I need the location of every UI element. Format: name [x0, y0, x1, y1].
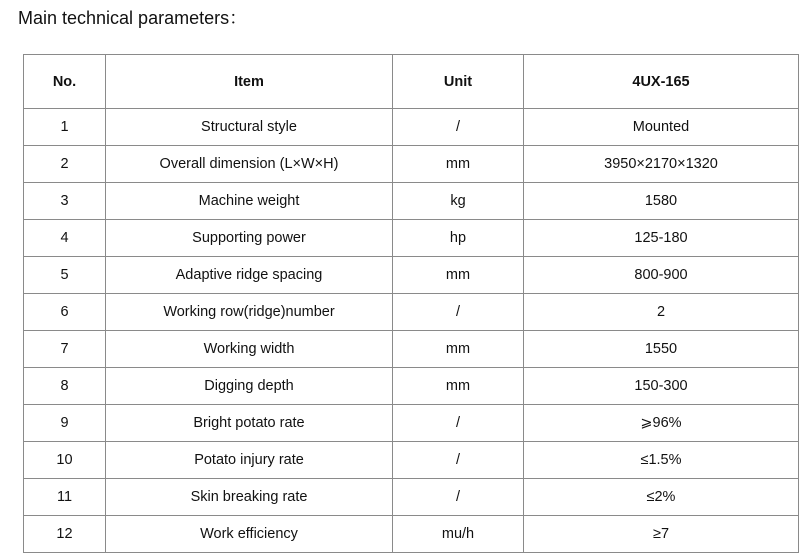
- table-row: [24, 368, 799, 405]
- table-row: [24, 294, 799, 331]
- cell-no: 3: [24, 183, 106, 220]
- table-row: [24, 109, 799, 146]
- cell-item: Potato injury rate: [106, 442, 393, 479]
- cell-unit: mm: [393, 331, 524, 368]
- cell-item: Working row(ridge)number: [106, 294, 393, 331]
- table-row: [24, 257, 799, 294]
- cell-unit: mm: [393, 257, 524, 294]
- cell-value: 1580: [524, 183, 799, 220]
- table-row: [24, 405, 799, 442]
- cell-value: 3950×2170×1320: [524, 146, 799, 183]
- header-row: [24, 55, 799, 109]
- parameters-table: [23, 54, 799, 553]
- cell-value: 1550: [524, 331, 799, 368]
- table-row: [24, 516, 799, 553]
- cell-no: 10: [24, 442, 106, 479]
- cell-item: Structural style: [106, 109, 393, 146]
- cell-item: Bright potato rate: [106, 405, 393, 442]
- cell-no: 6: [24, 294, 106, 331]
- cell-no: 12: [24, 516, 106, 553]
- cell-no: 11: [24, 479, 106, 516]
- cell-value: Mounted: [524, 109, 799, 146]
- header-no: No.: [24, 55, 106, 109]
- cell-item: Skin breaking rate: [106, 479, 393, 516]
- cell-no: 7: [24, 331, 106, 368]
- cell-value: ≤2%: [524, 479, 799, 516]
- cell-item: Machine weight: [106, 183, 393, 220]
- cell-value: 125-180: [524, 220, 799, 257]
- table-row: [24, 220, 799, 257]
- table-row: [24, 146, 799, 183]
- cell-value: 800-900: [524, 257, 799, 294]
- cell-item: Supporting power: [106, 220, 393, 257]
- cell-value: ≤1.5%: [524, 442, 799, 479]
- table-header: [24, 55, 799, 109]
- cell-unit: /: [393, 442, 524, 479]
- cell-unit: hp: [393, 220, 524, 257]
- cell-unit: /: [393, 479, 524, 516]
- cell-unit: /: [393, 109, 524, 146]
- cell-value: 2: [524, 294, 799, 331]
- cell-no: 9: [24, 405, 106, 442]
- page-title: Main technical parameters：: [18, 8, 248, 28]
- cell-no: 1: [24, 109, 106, 146]
- cell-unit: mm: [393, 146, 524, 183]
- cell-item: Adaptive ridge spacing: [106, 257, 393, 294]
- cell-item: Working width: [106, 331, 393, 368]
- table-row: [24, 331, 799, 368]
- cell-no: 2: [24, 146, 106, 183]
- header-unit: Unit: [393, 55, 524, 109]
- cell-unit: /: [393, 405, 524, 442]
- table-row: [24, 442, 799, 479]
- cell-no: 4: [24, 220, 106, 257]
- cell-value: ⩾96%: [524, 405, 799, 442]
- cell-item: Digging depth: [106, 368, 393, 405]
- header-model: 4UX-165: [524, 55, 799, 109]
- table-body: [24, 109, 799, 553]
- cell-value: ≥7: [524, 516, 799, 553]
- cell-unit: mu/h: [393, 516, 524, 553]
- cell-no: 5: [24, 257, 106, 294]
- table-row: [24, 479, 799, 516]
- table-row: [24, 183, 799, 220]
- cell-unit: /: [393, 294, 524, 331]
- cell-unit: mm: [393, 368, 524, 405]
- cell-value: 150-300: [524, 368, 799, 405]
- cell-no: 8: [24, 368, 106, 405]
- header-item: Item: [106, 55, 393, 109]
- cell-item: Work efficiency: [106, 516, 393, 553]
- cell-item: Overall dimension (L×W×H): [106, 146, 393, 183]
- cell-unit: kg: [393, 183, 524, 220]
